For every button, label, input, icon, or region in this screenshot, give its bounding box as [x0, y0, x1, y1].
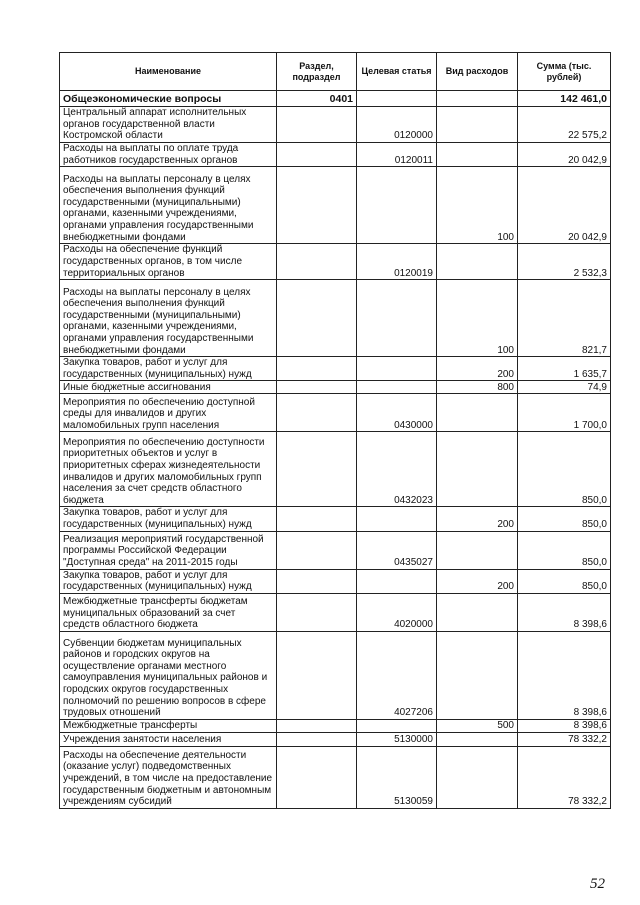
- row-target: 0432023: [357, 432, 437, 507]
- row-section: [277, 507, 357, 531]
- table-row: [60, 631, 611, 719]
- header-name: Наименование: [60, 53, 277, 91]
- row-name: Расходы на выплаты по оплате труда работников государственных органов: [60, 143, 277, 167]
- row-target: [357, 507, 437, 531]
- row-name: Центральный аппарат исполнительных органов государственной власти Костромской области: [60, 107, 277, 143]
- table-row: [60, 167, 611, 244]
- table-row: [60, 280, 611, 357]
- page-number: 52: [590, 876, 605, 892]
- row-type: [437, 631, 518, 719]
- row-section: [277, 432, 357, 507]
- row-section: [277, 107, 357, 143]
- row-section: [277, 569, 357, 593]
- table-row: [60, 569, 611, 593]
- row-sum: 8 398,6: [518, 631, 611, 719]
- row-sum: 22 575,2: [518, 107, 611, 143]
- row-target: 0120019: [357, 244, 437, 280]
- row-section: [277, 244, 357, 280]
- row-name: Межбюджетные трансферты: [60, 719, 277, 732]
- row-sum: 78 332,2: [518, 746, 611, 808]
- table-row: [60, 244, 611, 280]
- row-name: Учреждения занятости населения: [60, 732, 277, 746]
- row-target: 5130059: [357, 746, 437, 808]
- table-row: [60, 143, 611, 167]
- row-section: [277, 746, 357, 808]
- header-sum: Сумма (тыс. рублей): [518, 53, 611, 91]
- header-target: Целевая статья: [357, 53, 437, 91]
- row-sum: 2 532,3: [518, 244, 611, 280]
- table-row: [60, 394, 611, 432]
- row-sum: 850,0: [518, 432, 611, 507]
- row-name: Мероприятия по обеспечению доступности приоритетных объектов и услуг в приоритетных сферах жизнедеятельности инвалидов и других маломобильных групп населения за счет средств областного бюджета: [60, 432, 277, 507]
- row-sum: 8 398,6: [518, 719, 611, 732]
- table-row: [60, 746, 611, 808]
- row-sum: 850,0: [518, 569, 611, 593]
- row-target: 5130000: [357, 732, 437, 746]
- row-target: [357, 719, 437, 732]
- row-type: [437, 732, 518, 746]
- row-type: 200: [437, 569, 518, 593]
- row-type: 800: [437, 381, 518, 394]
- row-section: [277, 531, 357, 569]
- table-row: [60, 732, 611, 746]
- row-target: [357, 167, 437, 244]
- header-type: Вид расходов: [437, 53, 518, 91]
- row-sum: 74,9: [518, 381, 611, 394]
- row-sum: 8 398,6: [518, 593, 611, 631]
- row-target: 4020000: [357, 593, 437, 631]
- budget-table: [59, 52, 611, 809]
- row-name: Закупка товаров, работ и услуг для государственных (муниципальных) нужд: [60, 357, 277, 381]
- row-type: 100: [437, 280, 518, 357]
- row-type: [437, 746, 518, 808]
- row-section: [277, 719, 357, 732]
- table-row: [60, 91, 611, 107]
- row-section: [277, 631, 357, 719]
- row-section: [277, 167, 357, 244]
- table-row: [60, 593, 611, 631]
- row-target: 0120011: [357, 143, 437, 167]
- row-section: 0401: [277, 91, 357, 107]
- row-sum: 78 332,2: [518, 732, 611, 746]
- row-name: Общеэкономические вопросы: [60, 91, 277, 107]
- header-section: Раздел, подраздел: [277, 53, 357, 91]
- row-name: Расходы на выплаты персоналу в целях обеспечения выполнения функций государственными (муниципальными) органами, казенными учреждениями, органами управления государственными внебюджетными фондами: [60, 167, 277, 244]
- row-name: Закупка товаров, работ и услуг для государственных (муниципальных) нужд: [60, 569, 277, 593]
- row-type: [437, 107, 518, 143]
- row-name: Субвенции бюджетам муниципальных районов и городских округов на осуществление органами местного самоуправления муниципальных районов и городских округов государственных полномочий по решению вопросов в сфере трудовых отношений: [60, 631, 277, 719]
- row-sum: 850,0: [518, 507, 611, 531]
- row-type: 200: [437, 357, 518, 381]
- row-name: Расходы на выплаты персоналу в целях обеспечения выполнения функций государственными (муниципальными) органами, казенными учреждениями, органами управления государственными внебюджетными фондами: [60, 280, 277, 357]
- row-type: 200: [437, 507, 518, 531]
- row-type: [437, 394, 518, 432]
- row-name: Закупка товаров, работ и услуг для государственных (муниципальных) нужд: [60, 507, 277, 531]
- table-row: [60, 719, 611, 732]
- row-section: [277, 732, 357, 746]
- row-name: Мероприятия по обеспечению доступной среды для инвалидов и других маломобильных групп населения: [60, 394, 277, 432]
- row-sum: 20 042,9: [518, 143, 611, 167]
- row-section: [277, 143, 357, 167]
- table-row: [60, 357, 611, 381]
- row-sum: 821,7: [518, 280, 611, 357]
- row-target: [357, 280, 437, 357]
- table-row: [60, 381, 611, 394]
- row-type: [437, 593, 518, 631]
- row-target: 0435027: [357, 531, 437, 569]
- row-target: 0430000: [357, 394, 437, 432]
- row-target: [357, 91, 437, 107]
- row-sum: 1 700,0: [518, 394, 611, 432]
- row-sum: 20 042,9: [518, 167, 611, 244]
- row-name: Расходы на обеспечение функций государственных органов, в том числе территориальных органов: [60, 244, 277, 280]
- row-target: [357, 381, 437, 394]
- row-sum: 142 461,0: [518, 91, 611, 107]
- row-target: 0120000: [357, 107, 437, 143]
- table-row: [60, 507, 611, 531]
- row-type: [437, 143, 518, 167]
- row-name: Реализация мероприятий государственной программы Российской Федерации "Доступная среда" на 2011-2015 годы: [60, 531, 277, 569]
- row-target: [357, 569, 437, 593]
- row-type: [437, 244, 518, 280]
- row-name: Иные бюджетные ассигнования: [60, 381, 277, 394]
- row-name: Расходы на обеспечение деятельности (оказание услуг) подведомственных учреждений, в том числе на предоставление государственным бюджетным и автономным учреждениям субсидий: [60, 746, 277, 808]
- row-type: 500: [437, 719, 518, 732]
- row-section: [277, 593, 357, 631]
- row-sum: 850,0: [518, 531, 611, 569]
- table-row: [60, 107, 611, 143]
- row-section: [277, 394, 357, 432]
- table-row: [60, 531, 611, 569]
- row-type: 100: [437, 167, 518, 244]
- row-section: [277, 381, 357, 394]
- row-type: [437, 91, 518, 107]
- table-header-row: [60, 53, 611, 91]
- row-sum: 1 635,7: [518, 357, 611, 381]
- row-name: Межбюджетные трансферты бюджетам муниципальных образований за счет средств областного бюджета: [60, 593, 277, 631]
- row-target: 4027206: [357, 631, 437, 719]
- row-section: [277, 357, 357, 381]
- row-type: [437, 531, 518, 569]
- row-type: [437, 432, 518, 507]
- row-target: [357, 357, 437, 381]
- row-section: [277, 280, 357, 357]
- table-row: [60, 432, 611, 507]
